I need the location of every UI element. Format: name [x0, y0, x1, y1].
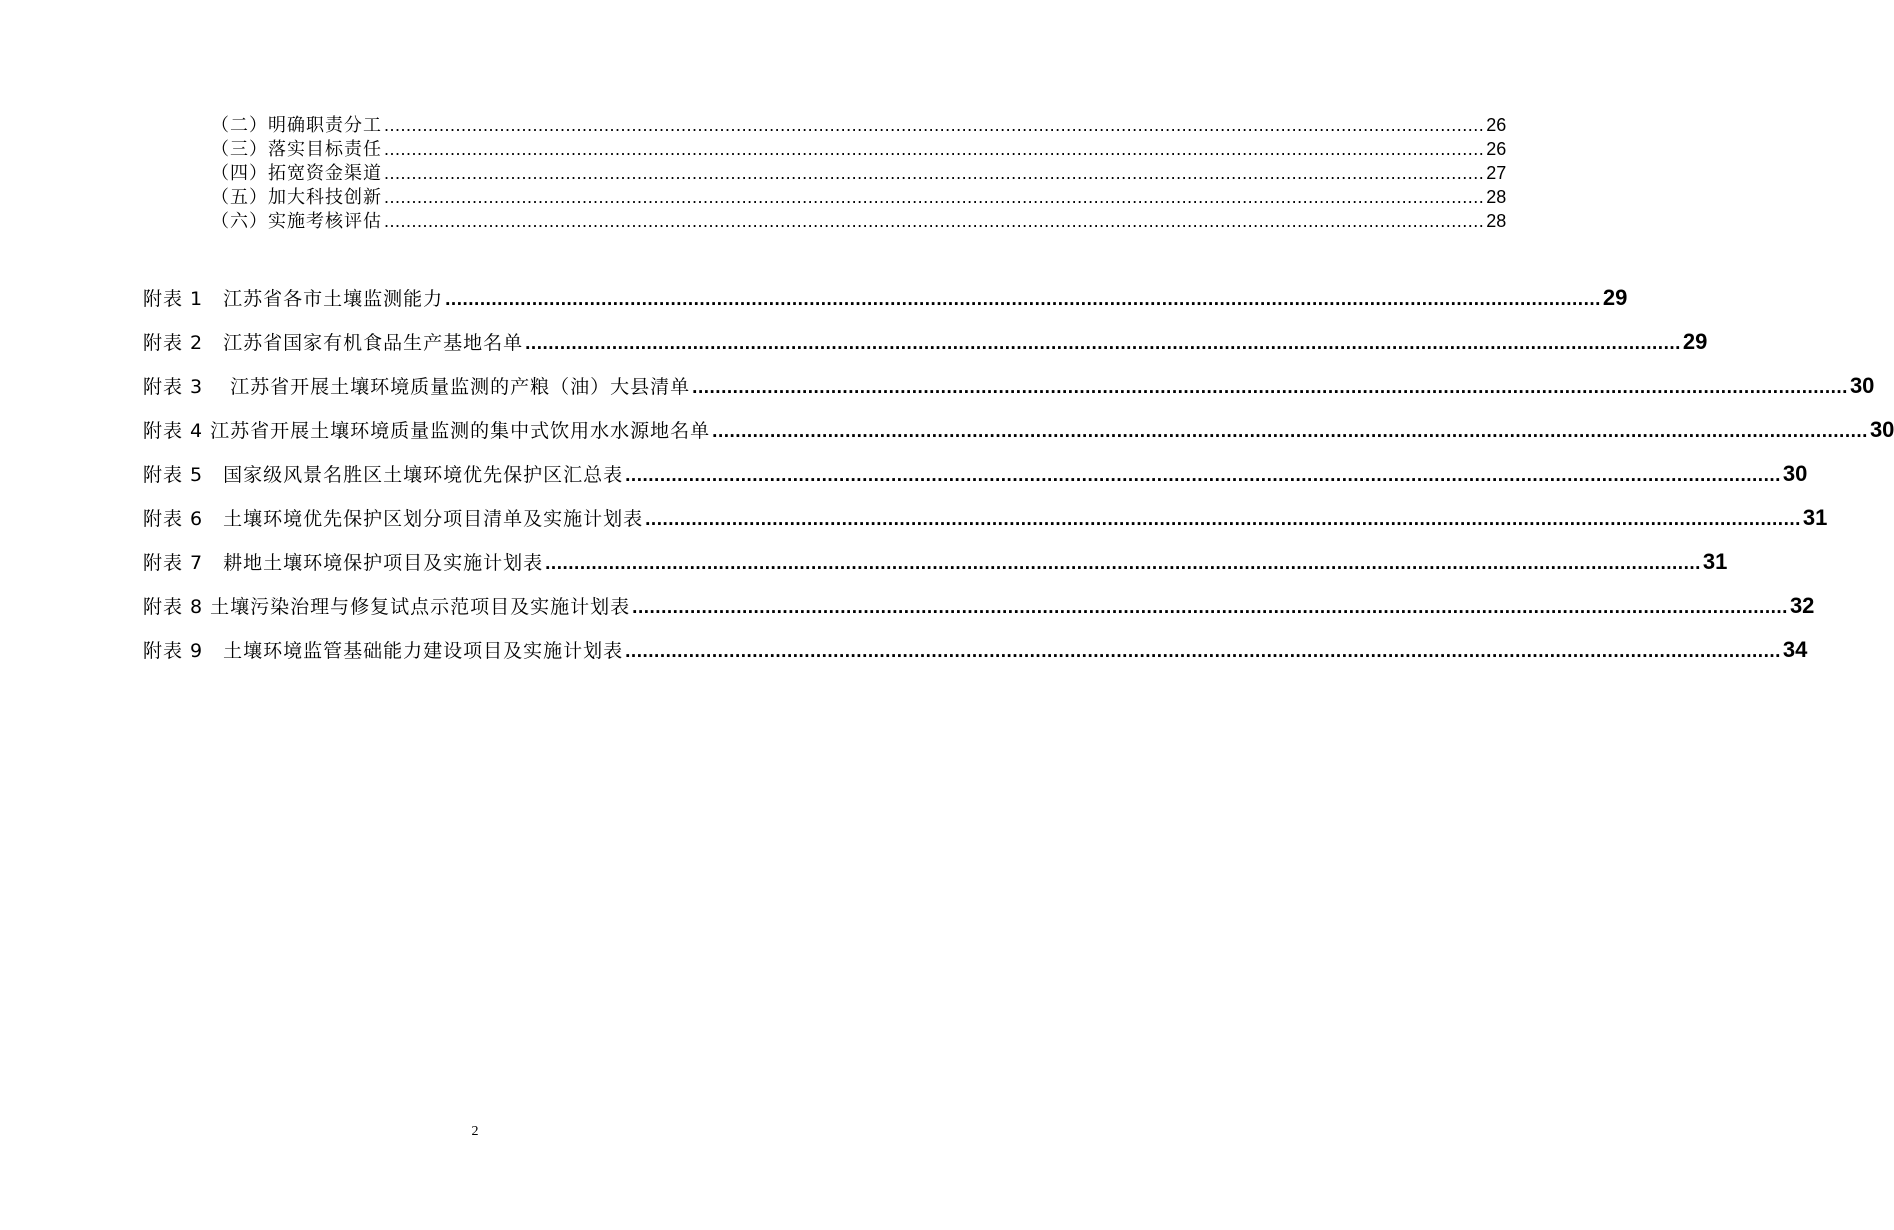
toc-entry-title: （六）实施考核评估: [211, 211, 382, 232]
annex-table-toc: [143, 283, 1894, 679]
dot-leader: ........................................................................................................................................................................................................: [384, 163, 1485, 183]
toc-entry[interactable]: [211, 113, 1507, 137]
toc-entry-title: （四）拓宽资金渠道: [211, 163, 382, 184]
dot-leader: ........................................................................................................................................................................................................: [445, 289, 1601, 310]
toc-entry-title: （五）加大科技创新: [211, 187, 382, 208]
toc-entry-page: 26: [1486, 139, 1507, 159]
annex-entry-page: 29: [1682, 329, 1708, 354]
annex-entry-title: 附表 3 江苏省开展土壤环境质量监测的产粮（油）大县清单: [143, 376, 691, 398]
toc-entry-page: 27: [1486, 163, 1507, 183]
annex-entry-title: 附表 6 土壤环境优先保护区划分项目清单及实施计划表: [143, 508, 644, 530]
dot-leader: ........................................................................................................................................................................................................: [384, 139, 1485, 159]
annex-toc-entry[interactable]: [143, 503, 1828, 547]
annex-toc-entry[interactable]: [143, 547, 1728, 591]
dot-leader: ........................................................................................................................................................................................................: [625, 641, 1781, 662]
dot-leader: ........................................................................................................................................................................................................: [384, 187, 1485, 207]
annex-entry-title: 附表 4 江苏省开展土壤环境质量监测的集中式饮用水水源地名单: [143, 420, 711, 442]
annex-entry-page: 31: [1802, 505, 1828, 530]
annex-toc-entry[interactable]: [143, 327, 1708, 371]
toc-entry[interactable]: [211, 137, 1507, 161]
toc-entry[interactable]: [211, 161, 1507, 185]
annex-entry-title: 附表 2 江苏省国家有机食品生产基地名单: [143, 332, 524, 354]
dot-leader: ........................................................................................................................................................................................................: [645, 509, 1801, 530]
page-number: 2: [471, 1124, 479, 1139]
annex-entry-page: 32: [1789, 593, 1815, 618]
annex-toc-entry[interactable]: [143, 371, 1875, 415]
toc-entry-title: （三）落实目标责任: [211, 139, 382, 160]
annex-entry-page: 29: [1602, 285, 1628, 310]
annex-entry-title: 附表 5 国家级风景名胜区土壤环境优先保护区汇总表: [143, 464, 624, 486]
dot-leader: ........................................................................................................................................................................................................: [384, 211, 1485, 231]
annex-toc-entry[interactable]: [143, 591, 1815, 635]
annex-toc-entry[interactable]: [143, 283, 1628, 327]
annex-entry-page: 34: [1782, 637, 1808, 662]
annex-entry-title: 附表 7 耕地土壤环境保护项目及实施计划表: [143, 552, 544, 574]
dot-leader: ........................................................................................................................................................................................................: [525, 333, 1681, 354]
dot-leader: ........................................................................................................................................................................................................: [692, 377, 1848, 398]
toc-entry[interactable]: [211, 185, 1507, 209]
dot-leader: ........................................................................................................................................................................................................: [632, 597, 1788, 618]
toc-entry-page: 28: [1486, 187, 1507, 207]
annex-toc-entry[interactable]: [143, 459, 1808, 503]
annex-entry-title: 附表 9 土壤环境监管基础能力建设项目及实施计划表: [143, 640, 624, 662]
toc-entry-title: （二）明确职责分工: [211, 115, 382, 136]
annex-entry-page: 30: [1849, 373, 1875, 398]
annex-entry-title: 附表 8 土壤污染治理与修复试点示范项目及实施计划表: [143, 596, 631, 618]
dot-leader: ........................................................................................................................................................................................................: [712, 421, 1868, 442]
toc-entry[interactable]: [211, 209, 1507, 233]
subsection-toc: [211, 113, 1507, 233]
annex-toc-entry[interactable]: [143, 635, 1808, 679]
annex-toc-entry[interactable]: [143, 415, 1894, 459]
annex-entry-page: 30: [1869, 417, 1894, 442]
dot-leader: ........................................................................................................................................................................................................: [384, 115, 1485, 135]
dot-leader: ........................................................................................................................................................................................................: [625, 465, 1781, 486]
annex-entry-page: 31: [1702, 549, 1728, 574]
annex-entry-title: 附表 1 江苏省各市土壤监测能力: [143, 288, 444, 310]
toc-entry-page: 28: [1486, 211, 1507, 231]
toc-entry-page: 26: [1486, 115, 1507, 135]
annex-entry-page: 30: [1782, 461, 1808, 486]
dot-leader: ........................................................................................................................................................................................................: [545, 553, 1701, 574]
